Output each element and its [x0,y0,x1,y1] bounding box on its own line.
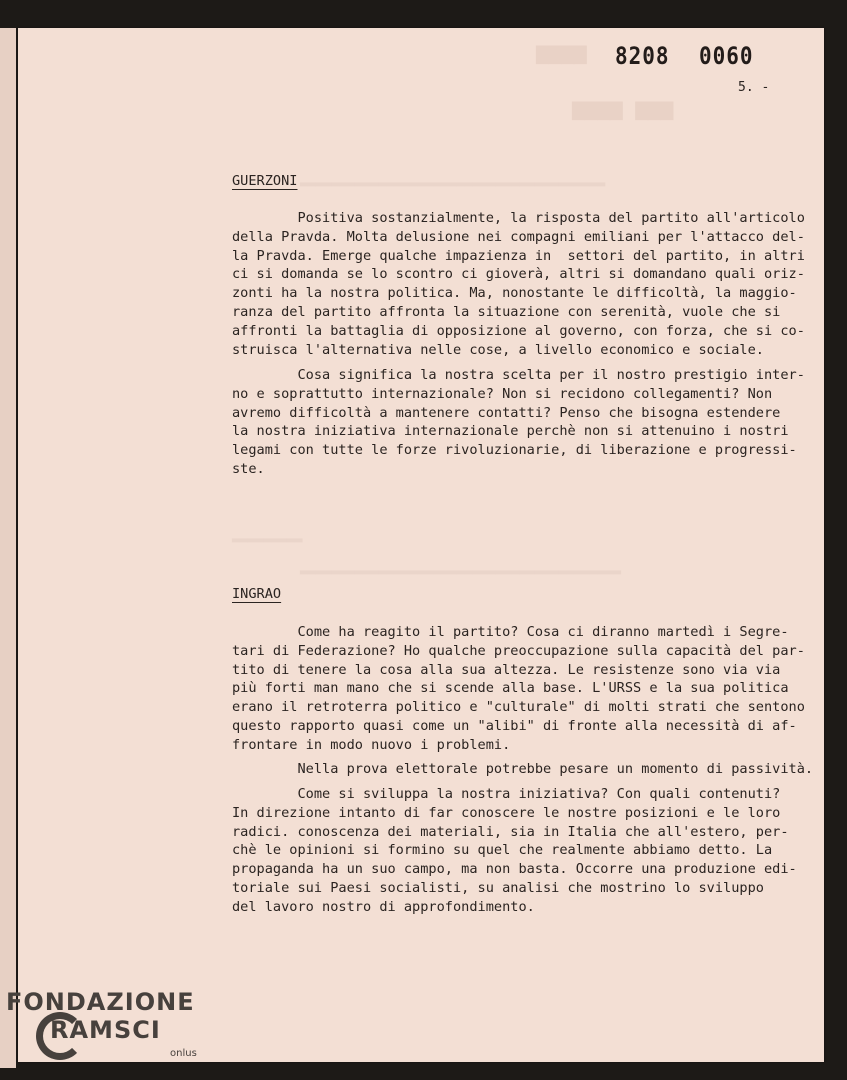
ingrao-paragraph-3: Come si sviluppa la nostra iniziativa? Con quali contenuti? In direzione intanto di far conoscere le nostre posizioni e le loro radici. conoscenza dei materiali, sia in Italia che all'estero, per- chè le opinioni si formino su quel che realmente abbiamo detto. La propaganda ha un suo campo, ma non basta. Occorre una produzione edi- toriale sui Paesi socialisti, su analisi che mostrino lo sviluppo del lavoro nostro di approfondimento. [232,786,797,915]
gramsci-logo-text: RAMSCI [50,1016,161,1044]
onlus-logo-text: onlus [170,1048,197,1059]
bleed-through-stamp-2: ▆▆▆▆ ▆▆▆ [572,96,674,120]
stamp-number-left: 8208 [615,42,670,70]
bleed-through-text-2: ▂▂▂▂▂▂▂▂▂▂▂▂▂▂▂▂▂▂▂▂▂▂▂▂▂▂▂▂▂▂▂▂▂▂▂▂▂▂▂▂▂ [300,560,621,575]
stamp-number-right: 0060 [699,42,754,70]
bleed-through-stamp: ▆▆▆▆ [536,40,587,64]
ingrao-paragraph-1: Come ha reagito il partito? Cosa ci diranno martedì i Segre- tari di Federazione? Ho qualche preoccupazione sulla capacità del par- tito di tenere la cosa alla sua altezza. Le resistenze sono via via più forti man mano che si scende alla base. L'URSS e la sua politica erano il retroterra politico e "culturale" di molti strati che sentono questo rapporto quasi come un "alibi" di fronte alla necessità di af- frontare in modo nuovo i problemi. [232,624,805,753]
bleed-through-heading: ▂▂▂▂▂▂▂▂▂ [232,528,303,543]
guerzoni-paragraph-2: Cosa significa la nostra scelta per il nostro prestigio inter- no e soprattutto internazionale? Non si recidono collegamenti? Non avremo difficoltà a mantenere contatti? Penso che bisogna estendere la nostra iniziativa internazionale perchè non si attenuino i nostri legami con tutte le forze rivoluzionarie, di liberazione e progressi- ste. [232,367,805,477]
fondazione-logo-text: FONDAZIONE [6,988,195,1016]
section-heading-guerzoni: GUERZONI [232,173,298,189]
section-heading-ingrao: INGRAO [232,586,282,602]
guerzoni-paragraph-1: Positiva sostanzialmente, la risposta del partito all'articolo della Pravda. Molta delusione nei compagni emiliani per l'attacco del- la Pravda. Emerge qualche impazienza in settori del partito, in altri ci si domanda se lo scontro ci gioverà, altri si domandano quali oriz- zonti ha la nostra politica. Ma, nonostante le difficoltà, la maggio- ranza del partito affronta la situazione con serenità, vuole che si affronti la battaglia di opposizione al governo, con forza, che si struisca l'alternativa nelle cose, a livello economico e sociale. [232,210,805,358]
bleed-through-text: ▂▂▂▂▂▂▂▂▂▂▂▂▂▂▂▂▂▂▂▂▂▂▂▂▂▂▂▂▂▂▂▂▂▂▂▂▂▂▂ [300,172,606,187]
ingrao-paragraph-2: Nella prova elettorale potrebbe pesare un momento di passività. [232,761,814,777]
page-number: 5. - [738,80,770,95]
previous-page-edge [0,28,16,1068]
